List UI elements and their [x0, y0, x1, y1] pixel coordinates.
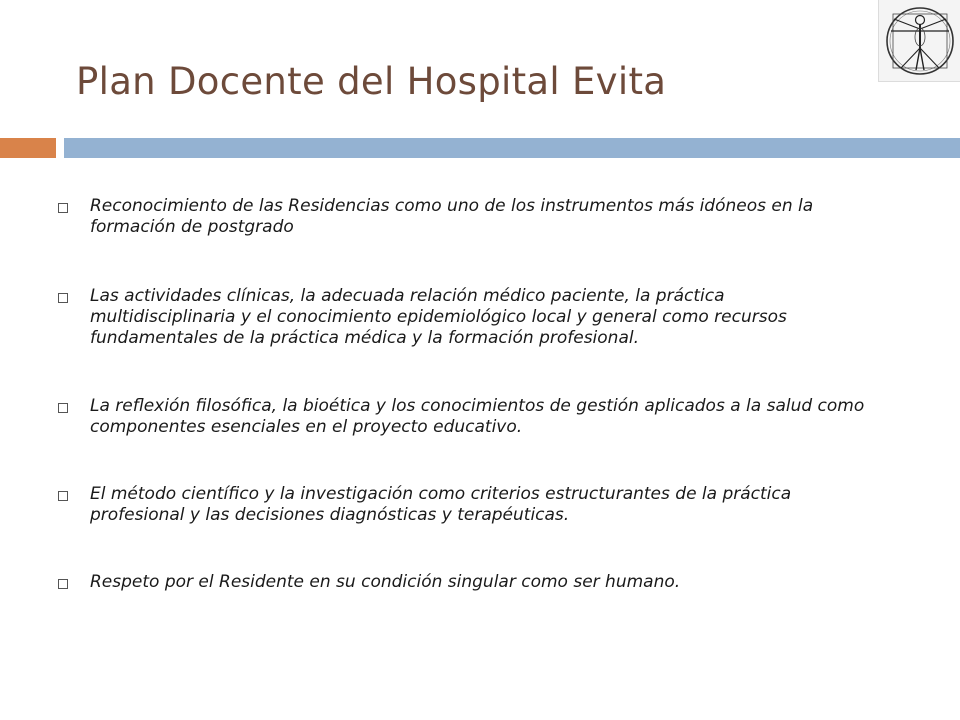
logo — [878, 0, 960, 82]
bullet-text: Las actividades clínicas, la adecuada relación médico paciente, la práctica multidisciplinaria y el conocimiento epidemiológico local y general como recursos fundamentales de la práctica médica y la formación profesional. — [90, 286, 787, 348]
bullet-square-icon — [58, 491, 68, 501]
accent-bar-blue — [64, 138, 960, 158]
bullet-text: La reflexión filosófica, la bioética y los conocimientos de gestión aplicados a la salud como componentes esenciales en el proyecto educativo. — [90, 396, 865, 437]
bullet-text: Respeto por el Residente en su condición singular como ser humano. — [90, 572, 681, 592]
bullet-square-icon — [58, 293, 68, 303]
accent-bar-orange — [0, 138, 56, 158]
slide-title: Plan Docente del Hospital Evita — [76, 60, 667, 103]
bullet-square-icon — [58, 579, 68, 589]
bullet-text: El método científico y la investigación como criterios estructurantes de la práctica profesional y las decisiones diagnósticas y terapéuticas. — [90, 484, 792, 525]
bullet-square-icon — [58, 403, 68, 413]
bullet-square-icon — [58, 203, 68, 213]
bullet-text: Reconocimiento de las Residencias como uno de los instrumentos más idóneos en la formación de postgrado — [90, 196, 814, 237]
vitruvian-man-icon — [879, 0, 960, 82]
